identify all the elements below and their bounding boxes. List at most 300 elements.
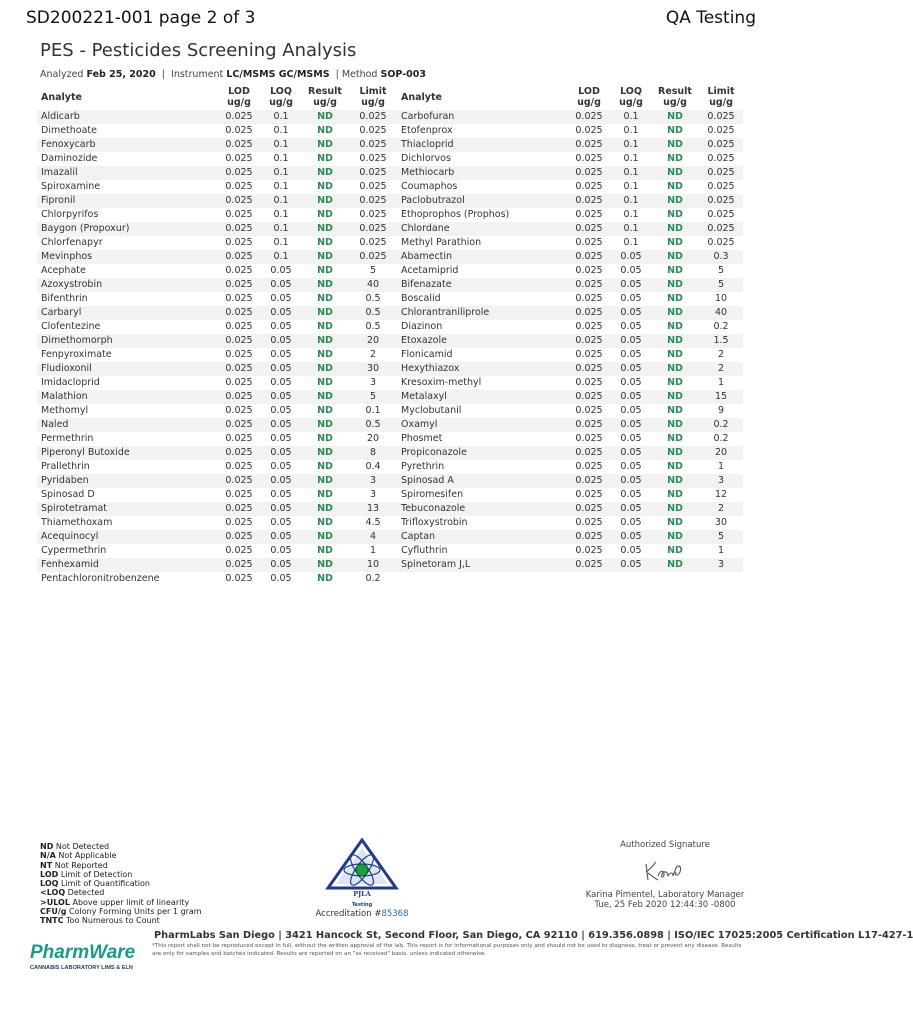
loq-value: 0.05 (620, 321, 642, 332)
lod-value: 0.025 (567, 222, 611, 236)
loq-value: 0.05 (261, 418, 301, 432)
analyte-name: Fipronil (37, 194, 217, 208)
limit-value: 0.025 (349, 194, 397, 208)
lod-value: 0.025 (575, 545, 603, 556)
analyte-name: Propiconazole (397, 446, 567, 460)
lod-value: 0.025 (225, 153, 253, 164)
analyte-name: Paclobutrazol (397, 194, 567, 208)
result-value: ND (301, 334, 349, 348)
loq-value: 0.1 (273, 153, 289, 164)
legend-abbr: CFU/g (40, 907, 67, 917)
table-row (37, 502, 743, 516)
lod-value: 0.025 (567, 306, 611, 320)
col-limit: Limit ug/g (699, 84, 743, 110)
loq-value: 0.1 (273, 181, 289, 192)
lod-value: 0.025 (575, 237, 603, 248)
logo-name: PharmWare (30, 942, 136, 963)
limit-value: 0.1 (365, 405, 381, 416)
analyte-name: Chlorfenapyr (41, 237, 103, 248)
result-value: ND (317, 237, 333, 248)
loq-value: 0.05 (270, 405, 292, 416)
col-loq: LOQ ug/g (261, 84, 301, 110)
loq-value: 0.05 (620, 293, 642, 304)
analyte-name: Acephate (41, 265, 86, 276)
result-value: ND (667, 377, 683, 388)
loq-value: 0.1 (611, 138, 651, 152)
analyte-name: Tebuconazole (397, 502, 567, 516)
loq-value: 0.1 (623, 153, 639, 164)
loq-value: 0.05 (620, 349, 642, 360)
table-row (37, 376, 743, 390)
lod-value: 0.025 (217, 558, 261, 572)
result-value: ND (317, 517, 333, 528)
legend-text: Detected (67, 888, 105, 898)
lod-value: 0.025 (567, 362, 611, 376)
pharmware-logo (28, 938, 136, 978)
loq-value: 0.05 (261, 362, 301, 376)
legend-item (40, 870, 202, 879)
loq-value: 0.1 (623, 181, 639, 192)
analyte-name: Captan (397, 530, 567, 544)
loq-value: 0.1 (611, 194, 651, 208)
limit-value: 0.025 (349, 222, 397, 236)
limit-value: 12 (714, 489, 728, 500)
limit-value: 9 (717, 405, 725, 416)
limit-value: 5 (699, 530, 743, 544)
table-row (37, 362, 743, 376)
limit-value: 20 (349, 334, 397, 348)
limit-value: 15 (699, 390, 743, 404)
result-value: ND (317, 461, 333, 472)
limit-value: 3 (699, 474, 743, 488)
loq-value: 0.05 (261, 446, 301, 460)
analyte-name: Dimethomorph (37, 334, 217, 348)
limit-value: 1 (717, 377, 725, 388)
accreditation-number: Accreditation #85368 (315, 909, 409, 919)
table-body (37, 110, 743, 586)
limit-value: 0.025 (699, 110, 743, 124)
limit-value: 3 (369, 489, 377, 500)
lod-value: 0.025 (217, 334, 261, 348)
legend-text: Not Applicable (58, 851, 117, 861)
limit-value: 0.025 (349, 166, 397, 180)
lod-value: 0.025 (575, 433, 603, 444)
result-value: ND (667, 489, 683, 500)
col-analyte: Analyte (397, 84, 567, 110)
analyte-name: Pyridaben (37, 474, 217, 488)
loq-value: 0.1 (623, 125, 639, 136)
analyte-name: Oxamyl (397, 418, 567, 432)
result-value: ND (301, 474, 349, 488)
result-value: ND (667, 209, 683, 220)
legend-item (40, 861, 202, 870)
report-id: SD200221-001 page 2 of 3 (26, 8, 256, 28)
lod-value: 0.025 (567, 558, 611, 572)
limit-value: 2 (369, 349, 377, 360)
legend-item (40, 898, 202, 907)
limit-value: 20 (699, 446, 743, 460)
legend-text: Too Numerous to Count (66, 916, 160, 926)
analyte-name: Cyfluthrin (401, 545, 448, 556)
result-value: ND (651, 334, 699, 348)
limit-value: 1 (717, 461, 725, 472)
legend-abbr: >ULOL (40, 897, 70, 907)
limit-value: 30 (714, 517, 728, 528)
limit-value: 40 (349, 278, 397, 292)
result-value: ND (317, 433, 333, 444)
lod-value: 0.025 (217, 306, 261, 320)
table-row (37, 334, 743, 348)
analyte-name: Acequinocyl (37, 530, 217, 544)
analyte-name: Boscalid (401, 293, 441, 304)
limit-value: 1.5 (699, 334, 743, 348)
analyte-name: Fludioxonil (37, 362, 217, 376)
result-value: ND (301, 278, 349, 292)
col-lod: LOD ug/g (217, 84, 261, 110)
loq-value: 0.1 (273, 125, 289, 136)
signer-name: Karina Pimentel, Laboratory Manager (585, 890, 745, 900)
result-value: ND (317, 125, 333, 136)
loq-value: 0.05 (611, 362, 651, 376)
loq-value: 0.1 (261, 222, 301, 236)
limit-value: 5 (717, 265, 725, 276)
legend-text: Colony Forming Units per 1 gram (69, 907, 202, 917)
limit-value: 5 (369, 265, 377, 276)
lod-value: 0.025 (575, 461, 603, 472)
legend-abbr: LOD (40, 869, 59, 879)
table-row (37, 138, 743, 152)
limit-value: 0.4 (365, 461, 381, 472)
loq-value: 0.05 (270, 293, 292, 304)
table-row (37, 306, 743, 320)
lod-value: 0.025 (567, 446, 611, 460)
legend-text: Limit of Quantification (60, 879, 150, 889)
loq-value: 0.05 (270, 573, 292, 584)
result-value: ND (667, 181, 683, 192)
lod-value: 0.025 (217, 474, 261, 488)
analyte-name: Carbaryl (37, 306, 217, 320)
analyte-name: Acetamiprid (401, 265, 459, 276)
loq-value: 0.05 (261, 474, 301, 488)
analyte-name: Hexythiazox (397, 362, 567, 376)
loq-value: 0.05 (270, 461, 292, 472)
lod-value: 0.025 (567, 502, 611, 516)
limit-value: 2 (699, 502, 743, 516)
lod-value: 0.025 (225, 321, 253, 332)
lod-value: 0.025 (225, 545, 253, 556)
legend-abbr: LOQ (40, 879, 59, 889)
pjla-logo-text: PJLA (353, 890, 371, 898)
table-row (37, 250, 743, 264)
analyte-name: Methomyl (41, 405, 89, 416)
analyte-name: Piperonyl Butoxide (37, 446, 217, 460)
page-header (0, 0, 782, 36)
analyte-name: Prallethrin (41, 461, 90, 472)
result-value: ND (667, 125, 683, 136)
limit-value: 0.3 (699, 250, 743, 264)
loq-value: 0.05 (261, 530, 301, 544)
result-value: ND (651, 110, 699, 124)
result-value: ND (651, 502, 699, 516)
lod-value: 0.025 (567, 138, 611, 152)
result-value: ND (667, 321, 683, 332)
analyte-name: Mevinphos (37, 250, 217, 264)
lod-value: 0.025 (225, 293, 253, 304)
result-value: ND (301, 530, 349, 544)
limit-value: 0.5 (365, 321, 381, 332)
lod-value: 0.025 (575, 405, 603, 416)
analyte-name: Coumaphos (401, 181, 458, 192)
analyte-name: Abamectin (397, 250, 567, 264)
lod-value: 0.025 (575, 377, 603, 388)
table-row (37, 194, 743, 208)
loq-value: 0.05 (270, 517, 292, 528)
loq-value: 0.05 (620, 545, 642, 556)
qa-testing-label: QA Testing (665, 8, 756, 28)
loq-value: 0.1 (261, 250, 301, 264)
loq-value: 0.05 (611, 306, 651, 320)
analyte-name: Flonicamid (401, 349, 453, 360)
result-value: ND (301, 390, 349, 404)
table-row (37, 264, 743, 278)
analyte-name: Diazinon (401, 321, 443, 332)
table-row (37, 222, 743, 236)
lod-value: 0.025 (567, 110, 611, 124)
table-row (37, 432, 743, 446)
limit-value: 0.5 (349, 418, 397, 432)
analysis-info: Analyzed Feb 25, 2020 | Instrument LC/MSMS GC/MSMS | Method SOP-003 (40, 69, 426, 80)
lod-value: 0.025 (225, 349, 253, 360)
result-value: ND (651, 278, 699, 292)
limit-value: 4 (349, 530, 397, 544)
table-row (37, 572, 743, 586)
limit-value: 0.025 (707, 153, 735, 164)
result-value: ND (651, 362, 699, 376)
result-value: ND (651, 138, 699, 152)
loq-value: 0.05 (620, 489, 642, 500)
analyte-name: Aldicarb (37, 110, 217, 124)
loq-value: 0.1 (611, 110, 651, 124)
analyte-name: Carbofuran (397, 110, 567, 124)
limit-value: 20 (366, 433, 380, 444)
loq-value: 0.05 (620, 433, 642, 444)
empty-cell (699, 572, 743, 586)
loq-value: 0.1 (261, 194, 301, 208)
result-value: ND (651, 166, 699, 180)
result-value: ND (651, 418, 699, 432)
table-row (37, 460, 743, 474)
loq-value: 0.05 (611, 334, 651, 348)
limit-value: 3 (699, 558, 743, 572)
table-header (37, 84, 743, 110)
analyzed-label: Analyzed (40, 69, 84, 80)
analyte-name: Azoxystrobin (37, 278, 217, 292)
loq-value: 0.05 (611, 278, 651, 292)
result-value: ND (301, 250, 349, 264)
result-value: ND (667, 405, 683, 416)
lod-value: 0.025 (217, 502, 261, 516)
table-row (37, 558, 743, 572)
pesticides-table (37, 84, 743, 586)
loq-value: 0.05 (620, 517, 642, 528)
legend-text: Not Detected (55, 842, 110, 851)
limit-value: 0.025 (707, 125, 735, 136)
method-value: SOP-003 (380, 69, 426, 80)
result-value: ND (667, 517, 683, 528)
analyte-name: Kresoxim-methyl (401, 377, 482, 388)
analyte-name: Bifenazate (397, 278, 567, 292)
lod-value: 0.025 (225, 461, 253, 472)
pjla-subtext: Testing (351, 902, 373, 908)
result-value: ND (301, 418, 349, 432)
method-label: Method (341, 69, 378, 80)
loq-value: 0.1 (261, 110, 301, 124)
lod-value: 0.025 (567, 418, 611, 432)
analyte-name: Malathion (37, 390, 217, 404)
limit-value: 0.025 (349, 110, 397, 124)
analyte-name: Fenhexamid (37, 558, 217, 572)
table-row (37, 348, 743, 362)
limit-value: 5 (349, 390, 397, 404)
analyte-name: Methyl Parathion (401, 237, 482, 248)
legend-item (40, 842, 202, 851)
result-value: ND (301, 166, 349, 180)
result-value: ND (317, 489, 333, 500)
lod-value: 0.025 (217, 390, 261, 404)
logo-tagline: CANNABIS LABORATORY LIMS & ELN (30, 965, 133, 971)
loq-value: 0.05 (261, 278, 301, 292)
analyte-name: Thiacloprid (397, 138, 567, 152)
result-value: ND (301, 558, 349, 572)
result-value: ND (301, 138, 349, 152)
limit-value: 0.025 (359, 125, 387, 136)
loq-value: 0.05 (620, 461, 642, 472)
loq-value: 0.05 (261, 390, 301, 404)
analyte-name: Spinetoram J,L (397, 558, 567, 572)
lod-value: 0.025 (217, 166, 261, 180)
lod-value: 0.025 (575, 153, 603, 164)
limit-value: 2 (699, 362, 743, 376)
legend-item (40, 916, 202, 925)
analyte-name: Chlorantraniliprole (397, 306, 567, 320)
result-value: ND (301, 362, 349, 376)
lod-value: 0.025 (567, 334, 611, 348)
analyte-name: Imidacloprid (41, 377, 100, 388)
analyte-name: Chlordane (397, 222, 567, 236)
legend-item (40, 879, 202, 888)
col-result: Result ug/g (301, 84, 349, 110)
section-title: PES - Pesticides Screening Analysis (40, 40, 357, 61)
loq-value: 0.05 (611, 502, 651, 516)
lod-value: 0.025 (217, 362, 261, 376)
pjla-logo (326, 838, 398, 900)
result-value: ND (651, 222, 699, 236)
limit-value: 13 (349, 502, 397, 516)
lod-value: 0.025 (217, 222, 261, 236)
lod-value: 0.025 (567, 194, 611, 208)
table-row (37, 236, 743, 250)
limit-value: 10 (349, 558, 397, 572)
analyte-name: Spinosad D (41, 489, 95, 500)
table-row (37, 278, 743, 292)
result-value: ND (651, 306, 699, 320)
loq-value: 0.05 (261, 306, 301, 320)
result-value: ND (651, 194, 699, 208)
table-row (37, 320, 743, 334)
loq-value: 0.05 (620, 265, 642, 276)
result-value: ND (317, 545, 333, 556)
empty-cell (611, 572, 651, 586)
table-row (37, 404, 743, 418)
report-disclaimer: *This report shall not be reproduced except in full, without the written approval of the lab. This report is for informational purposes only and should not be used to diagnose, treat or prevent any disease. Results are only for samples and batches indicated. Results are reported on an "as received" basis, unless indicated otherwise. (152, 943, 742, 958)
lod-value: 0.025 (225, 209, 253, 220)
result-value: ND (651, 474, 699, 488)
analyte-name: Ethoprophos (Prophos) (401, 209, 510, 220)
result-value: ND (301, 502, 349, 516)
limit-value: 3 (349, 474, 397, 488)
lod-value: 0.025 (567, 390, 611, 404)
col-result: Result ug/g (651, 84, 699, 110)
result-value: ND (301, 222, 349, 236)
limit-value: 40 (699, 306, 743, 320)
lod-value: 0.025 (575, 181, 603, 192)
analyte-name: Daminozide (41, 153, 98, 164)
lod-value: 0.025 (217, 250, 261, 264)
result-value: ND (317, 153, 333, 164)
loq-value: 0.05 (270, 265, 292, 276)
col-loq: LOQ ug/g (611, 84, 651, 110)
analyte-name: Baygon (Propoxur) (37, 222, 217, 236)
signature-label: Authorized Signature (620, 840, 710, 850)
result-value: ND (651, 558, 699, 572)
result-value: ND (317, 209, 333, 220)
analyte-name: Etoxazole (397, 334, 567, 348)
result-value: ND (317, 321, 333, 332)
lod-value: 0.025 (217, 418, 261, 432)
lod-value: 0.025 (217, 138, 261, 152)
instrument-value: LC/MSMS GC/MSMS (226, 69, 330, 80)
pjla-accreditation (312, 838, 412, 919)
analyte-name: Pyrethrin (401, 461, 445, 472)
analyte-name: Phosmet (401, 433, 443, 444)
limit-value: 2 (717, 349, 725, 360)
analyte-name: Dimethoate (41, 125, 98, 136)
lod-value: 0.025 (217, 194, 261, 208)
analyte-name: Permethrin (41, 433, 94, 444)
result-value: ND (301, 194, 349, 208)
analyte-name: Spiromesifen (401, 489, 464, 500)
loq-value: 0.1 (261, 138, 301, 152)
result-value: ND (667, 433, 683, 444)
lod-value: 0.025 (225, 377, 253, 388)
limit-value: 0.025 (349, 250, 397, 264)
result-value: ND (301, 446, 349, 460)
lod-value: 0.025 (575, 349, 603, 360)
result-value: ND (317, 377, 333, 388)
lod-value: 0.025 (567, 278, 611, 292)
loq-value: 0.05 (611, 418, 651, 432)
analyte-name: Spirotetramat (37, 502, 217, 516)
loq-value: 0.1 (611, 166, 651, 180)
loq-value: 0.05 (611, 558, 651, 572)
lod-value: 0.025 (217, 110, 261, 124)
empty-cell (397, 572, 567, 586)
result-value: ND (651, 390, 699, 404)
result-value: ND (651, 446, 699, 460)
lod-value: 0.025 (225, 489, 253, 500)
limit-value: 0.025 (707, 209, 735, 220)
limit-value: 8 (349, 446, 397, 460)
